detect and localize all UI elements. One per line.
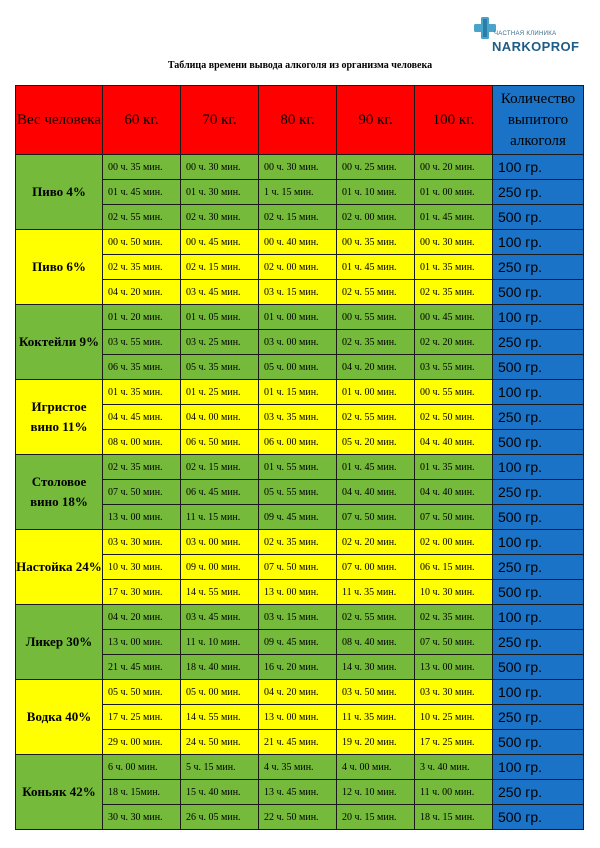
time-cell: 16 ч. 20 мин. — [259, 655, 337, 680]
drink-name: Водка 40% — [16, 680, 103, 755]
time-cell: 1 ч. 15 мин. — [259, 180, 337, 205]
time-cell: 03 ч. 00 мин. — [259, 330, 337, 355]
time-cell: 22 ч. 50 мин. — [259, 805, 337, 830]
time-cell: 03 ч. 15 мин. — [259, 605, 337, 630]
amount-cell: 500 гр. — [493, 430, 584, 455]
amount-header — [493, 86, 584, 155]
time-cell: 07 ч. 00 мин. — [337, 555, 415, 580]
time-cell: 17 ч. 25 мин. — [103, 705, 181, 730]
time-cell: 01 ч. 55 мин. — [259, 455, 337, 480]
amount-cell: 100 гр. — [493, 155, 584, 180]
time-cell: 00 ч. 30 мин. — [415, 230, 493, 255]
weight-col-header: 90 кг. — [337, 86, 415, 155]
table-row — [16, 305, 584, 330]
alcohol-elimination-table — [15, 85, 584, 830]
amount-cell: 500 гр. — [493, 505, 584, 530]
time-cell: 07 ч. 50 мин. — [415, 505, 493, 530]
weight-col-header: 70 кг. — [181, 86, 259, 155]
time-cell: 06 ч. 00 мин. — [259, 430, 337, 455]
time-cell: 00 ч. 35 мин. — [337, 230, 415, 255]
time-cell: 4 ч. 35 мин. — [259, 755, 337, 780]
time-cell: 01 ч. 35 мин. — [415, 455, 493, 480]
time-cell: 03 ч. 50 мин. — [337, 680, 415, 705]
amount-cell: 250 гр. — [493, 480, 584, 505]
time-cell: 00 ч. 50 мин. — [103, 230, 181, 255]
time-cell: 03 ч. 55 мин. — [103, 330, 181, 355]
time-cell: 21 ч. 45 мин. — [103, 655, 181, 680]
table-row — [16, 605, 584, 630]
amount-cell: 500 гр. — [493, 805, 584, 830]
time-cell: 14 ч. 30 мин. — [337, 655, 415, 680]
time-cell: 18 ч. 15мин. — [103, 780, 181, 805]
time-cell: 18 ч. 15 мин. — [415, 805, 493, 830]
time-cell: 13 ч. 00 мин. — [259, 580, 337, 605]
time-cell: 02 ч. 50 мин. — [415, 405, 493, 430]
time-cell: 03 ч. 30 мин. — [103, 530, 181, 555]
time-cell: 13 ч. 00 мин. — [415, 655, 493, 680]
table-row — [16, 680, 584, 705]
time-cell: 01 ч. 30 мин. — [181, 180, 259, 205]
table-row — [16, 455, 584, 480]
time-cell: 21 ч. 45 мин. — [259, 730, 337, 755]
amount-cell: 250 гр. — [493, 180, 584, 205]
time-cell: 17 ч. 25 мин. — [415, 730, 493, 755]
time-cell: 10 ч. 30 мин. — [415, 580, 493, 605]
time-cell: 18 ч. 40 мин. — [181, 655, 259, 680]
amount-cell: 100 гр. — [493, 455, 584, 480]
time-cell: 13 ч. 00 мин. — [103, 630, 181, 655]
time-cell: 5 ч. 15 мин. — [181, 755, 259, 780]
amount-cell: 100 гр. — [493, 230, 584, 255]
time-cell: 00 ч. 40 мин. — [259, 230, 337, 255]
time-cell: 04 ч. 40 мин. — [415, 480, 493, 505]
time-cell: 03 ч. 30 мин. — [415, 680, 493, 705]
medical-cross-icon — [472, 15, 498, 41]
time-cell: 03 ч. 25 мин. — [181, 330, 259, 355]
page-title: Таблица времени вывода алкоголя из организма человека — [167, 60, 433, 71]
amount-cell: 500 гр. — [493, 355, 584, 380]
time-cell: 10 ч. 30 мин. — [103, 555, 181, 580]
time-cell: 13 ч. 00 мин. — [259, 705, 337, 730]
time-cell: 01 ч. 45 мин. — [337, 455, 415, 480]
logo-subtitle: ЧАСТНАЯ КЛИНИКА — [494, 31, 557, 37]
weight-col-header: 80 кг. — [259, 86, 337, 155]
time-cell: 06 ч. 15 мин. — [415, 555, 493, 580]
weight-col-header: 60 кг. — [103, 86, 181, 155]
time-cell: 08 ч. 40 мин. — [337, 630, 415, 655]
time-cell: 04 ч. 40 мин. — [415, 430, 493, 455]
amount-cell: 100 гр. — [493, 380, 584, 405]
time-cell: 03 ч. 00 мин. — [181, 530, 259, 555]
time-cell: 02 ч. 20 мин. — [337, 530, 415, 555]
time-cell: 14 ч. 55 мин. — [181, 580, 259, 605]
time-cell: 02 ч. 20 мин. — [415, 330, 493, 355]
time-cell: 02 ч. 35 мин. — [337, 330, 415, 355]
time-cell: 02 ч. 00 мин. — [259, 255, 337, 280]
time-cell: 04 ч. 00 мин. — [181, 405, 259, 430]
time-cell: 01 ч. 35 мин. — [103, 380, 181, 405]
amount-cell: 500 гр. — [493, 580, 584, 605]
amount-cell: 500 гр. — [493, 205, 584, 230]
time-cell: 00 ч. 25 мин. — [337, 155, 415, 180]
time-cell: 20 ч. 15 мин. — [337, 805, 415, 830]
time-cell: 04 ч. 40 мин. — [337, 480, 415, 505]
amount-cell: 500 гр. — [493, 280, 584, 305]
time-cell: 11 ч. 15 мин. — [181, 505, 259, 530]
amount-cell: 100 гр. — [493, 755, 584, 780]
time-cell: 01 ч. 45 мин. — [415, 205, 493, 230]
time-cell: 14 ч. 55 мин. — [181, 705, 259, 730]
clinic-logo — [462, 12, 582, 58]
time-cell: 02 ч. 15 мин. — [259, 205, 337, 230]
time-cell: 02 ч. 55 мин. — [337, 405, 415, 430]
time-cell: 03 ч. 55 мин. — [415, 355, 493, 380]
table-row — [16, 530, 584, 555]
amount-cell: 250 гр. — [493, 780, 584, 805]
time-cell: 09 ч. 45 мин. — [259, 505, 337, 530]
time-cell: 11 ч. 10 мин. — [181, 630, 259, 655]
table-row — [16, 230, 584, 255]
time-cell: 03 ч. 15 мин. — [259, 280, 337, 305]
table-row — [16, 380, 584, 405]
time-cell: 11 ч. 35 мин. — [337, 580, 415, 605]
time-cell: 00 ч. 45 мин. — [181, 230, 259, 255]
time-cell: 01 ч. 00 мин. — [415, 180, 493, 205]
time-cell: 00 ч. 30 мин. — [181, 155, 259, 180]
time-cell: 03 ч. 45 мин. — [181, 280, 259, 305]
time-cell: 02 ч. 35 мин. — [259, 530, 337, 555]
time-cell: 01 ч. 00 мин. — [337, 380, 415, 405]
time-cell: 02 ч. 35 мин. — [415, 605, 493, 630]
time-cell: 13 ч. 45 мин. — [259, 780, 337, 805]
time-cell: 00 ч. 35 мин. — [103, 155, 181, 180]
time-cell: 04 ч. 20 мин. — [103, 605, 181, 630]
drink-name: Коктейли 9% — [16, 305, 103, 380]
time-cell: 00 ч. 55 мин. — [337, 305, 415, 330]
time-cell: 08 ч. 00 мин. — [103, 430, 181, 455]
drink-name: Пиво 6% — [16, 230, 103, 305]
time-cell: 04 ч. 20 мин. — [259, 680, 337, 705]
time-cell: 07 ч. 50 мин. — [415, 630, 493, 655]
time-cell: 02 ч. 35 мин. — [103, 455, 181, 480]
time-cell: 11 ч. 00 мин. — [415, 780, 493, 805]
time-cell: 02 ч. 30 мин. — [181, 205, 259, 230]
amount-cell: 500 гр. — [493, 655, 584, 680]
time-cell: 05 ч. 20 мин. — [337, 430, 415, 455]
table-row — [16, 755, 584, 780]
header-row — [16, 86, 584, 155]
time-cell: 01 ч. 20 мин. — [103, 305, 181, 330]
time-cell: 02 ч. 00 мин. — [337, 205, 415, 230]
amount-cell: 250 гр. — [493, 630, 584, 655]
amount-cell: 250 гр. — [493, 705, 584, 730]
amount-cell: 100 гр. — [493, 305, 584, 330]
time-cell: 01 ч. 35 мин. — [415, 255, 493, 280]
time-cell: 05 ч. 35 мин. — [181, 355, 259, 380]
time-cell: 11 ч. 35 мин. — [337, 705, 415, 730]
time-cell: 3 ч. 40 мин. — [415, 755, 493, 780]
time-cell: 05 ч. 00 мин. — [259, 355, 337, 380]
time-cell: 10 ч. 25 мин. — [415, 705, 493, 730]
time-cell: 29 ч. 00 мин. — [103, 730, 181, 755]
time-cell: 03 ч. 35 мин. — [259, 405, 337, 430]
weight-header-label: Вес человека — [16, 111, 101, 128]
amount-cell: 100 гр. — [493, 605, 584, 630]
drink-name: Коньяк 42% — [16, 755, 103, 830]
amount-header-label: Количество выпитого алкоголя — [500, 90, 576, 149]
amount-cell: 100 гр. — [493, 530, 584, 555]
time-cell: 12 ч. 10 мин. — [337, 780, 415, 805]
amount-cell: 250 гр. — [493, 255, 584, 280]
drink-name: Настойка 24% — [16, 530, 103, 605]
time-cell: 01 ч. 05 мин. — [181, 305, 259, 330]
amount-cell: 250 гр. — [493, 555, 584, 580]
time-cell: 02 ч. 15 мин. — [181, 255, 259, 280]
time-cell: 02 ч. 55 мин. — [337, 605, 415, 630]
time-cell: 05 ч. 50 мин. — [103, 680, 181, 705]
time-cell: 02 ч. 15 мин. — [181, 455, 259, 480]
time-cell: 07 ч. 50 мин. — [103, 480, 181, 505]
time-cell: 06 ч. 35 мин. — [103, 355, 181, 380]
time-cell: 6 ч. 00 мин. — [103, 755, 181, 780]
time-cell: 00 ч. 55 мин. — [415, 380, 493, 405]
time-cell: 4 ч. 00 мин. — [337, 755, 415, 780]
drink-name: Ликер 30% — [16, 605, 103, 680]
time-cell: 19 ч. 20 мин. — [337, 730, 415, 755]
time-cell: 07 ч. 50 мин. — [337, 505, 415, 530]
time-cell: 09 ч. 45 мин. — [259, 630, 337, 655]
drink-name: Пиво 4% — [16, 155, 103, 230]
time-cell: 02 ч. 35 мин. — [415, 280, 493, 305]
time-cell: 01 ч. 45 мин. — [337, 255, 415, 280]
time-cell: 24 ч. 50 мин. — [181, 730, 259, 755]
time-cell: 04 ч. 20 мин. — [103, 280, 181, 305]
time-cell: 03 ч. 45 мин. — [181, 605, 259, 630]
drink-name: Игристое вино 11% — [16, 380, 103, 455]
time-cell: 15 ч. 40 мин. — [181, 780, 259, 805]
amount-cell: 250 гр. — [493, 330, 584, 355]
time-cell: 05 ч. 00 мин. — [181, 680, 259, 705]
time-cell: 00 ч. 30 мин. — [259, 155, 337, 180]
time-cell: 13 ч. 00 мин. — [103, 505, 181, 530]
time-cell: 05 ч. 55 мин. — [259, 480, 337, 505]
time-cell: 00 ч. 45 мин. — [415, 305, 493, 330]
time-cell: 01 ч. 00 мин. — [259, 305, 337, 330]
time-cell: 06 ч. 50 мин. — [181, 430, 259, 455]
amount-cell: 100 гр. — [493, 680, 584, 705]
time-cell: 30 ч. 30 мин. — [103, 805, 181, 830]
time-cell: 07 ч. 50 мин. — [259, 555, 337, 580]
time-cell: 17 ч. 30 мин. — [103, 580, 181, 605]
drink-name: Столовое вино 18% — [16, 455, 103, 530]
weight-col-header: 100 кг. — [415, 86, 493, 155]
time-cell: 00 ч. 20 мин. — [415, 155, 493, 180]
time-cell: 02 ч. 35 мин. — [103, 255, 181, 280]
amount-cell: 250 гр. — [493, 405, 584, 430]
time-cell: 02 ч. 55 мин. — [103, 205, 181, 230]
time-cell: 26 ч. 05 мин. — [181, 805, 259, 830]
time-cell: 04 ч. 45 мин. — [103, 405, 181, 430]
table-row — [16, 155, 584, 180]
time-cell: 02 ч. 55 мин. — [337, 280, 415, 305]
logo-brand: NARKOPROF — [492, 39, 580, 54]
weight-header — [16, 86, 103, 155]
time-cell: 06 ч. 45 мин. — [181, 480, 259, 505]
time-cell: 02 ч. 00 мин. — [415, 530, 493, 555]
amount-cell: 500 гр. — [493, 730, 584, 755]
time-cell: 01 ч. 25 мин. — [181, 380, 259, 405]
time-cell: 01 ч. 15 мин. — [259, 380, 337, 405]
time-cell: 01 ч. 10 мин. — [337, 180, 415, 205]
time-cell: 09 ч. 00 мин. — [181, 555, 259, 580]
time-cell: 01 ч. 45 мин. — [103, 180, 181, 205]
time-cell: 04 ч. 20 мин. — [337, 355, 415, 380]
